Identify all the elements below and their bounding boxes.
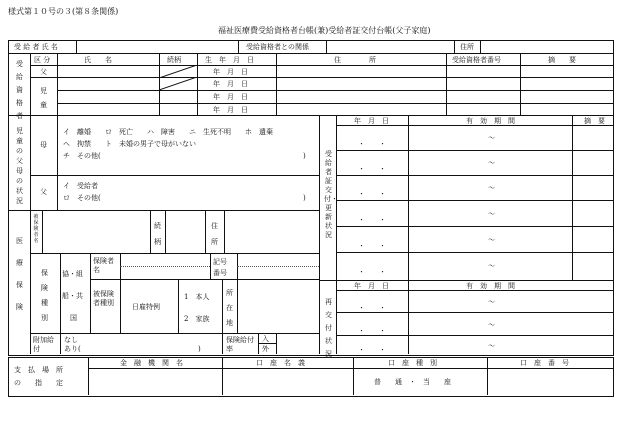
insured-relation-label: 続柄: [154, 222, 161, 246]
account-name-label: 口 座 名 義: [256, 359, 305, 367]
issue-date-dots: ・ ・: [358, 216, 386, 224]
col-kubun: 区 分: [34, 56, 51, 64]
col-number: 受給資格者番号: [452, 56, 501, 64]
insurer-name-label: 保険者名: [93, 257, 114, 274]
period-tilde: ～: [488, 262, 495, 270]
birth-date: 年 月 日: [213, 93, 248, 101]
issuance-col-period: 有 効 期 間: [466, 117, 515, 125]
col-address: 住 所: [334, 56, 376, 64]
close-paren: ): [198, 345, 201, 353]
issue-date-dots: ・ ・: [358, 242, 386, 250]
close-paren: ): [303, 152, 306, 160]
reissue-col-date: 年 月 日: [354, 282, 389, 290]
issuance-col-date: 年 月 日: [354, 117, 389, 125]
birth-date: 年 月 日: [213, 80, 248, 88]
issue-date-dots: ・ ・: [358, 140, 386, 148]
mother-reason-1: イ 離婚 ロ 死亡 ハ 障害 ニ 生死不明 ホ 遺棄: [63, 128, 273, 136]
payment-label-1: 支 払 場 所: [14, 366, 63, 374]
reissue-col-period: 有 効 期 間: [466, 282, 515, 290]
parent-status-side-label: 児童の父母の状況: [16, 127, 23, 205]
honnin-option: 1 本人: [184, 293, 210, 301]
mother-reason-2: ヘ 拘禁 ト 未婚の男子で母がいない: [63, 140, 196, 148]
kazoku-option: 2 家族: [184, 315, 210, 323]
account-type-label: 口 座 種 別: [388, 359, 437, 367]
qualified-side-label: 受給資格者: [16, 60, 23, 120]
father-label-2: 父: [40, 188, 47, 196]
mother-label: 母: [40, 141, 47, 149]
issuance-side-label: 受給者証交付・更新状況: [324, 150, 338, 239]
payment-label-2: の 指 定: [14, 379, 63, 387]
period-tilde: ～: [488, 298, 495, 306]
issue-date-dots: ・ ・: [358, 268, 386, 276]
form-number: 様式第１０号の３(第８条関係): [8, 7, 119, 16]
account-number-label: 口 座 番 号: [520, 359, 569, 367]
issue-date-dots: ・ ・: [358, 190, 386, 198]
nyu-label: 入: [262, 335, 269, 343]
diagonal-strike: [159, 77, 197, 90]
kuni-option: 国: [70, 314, 77, 322]
col-remarks: 摘 要: [548, 56, 576, 64]
child-label: 児童: [40, 87, 47, 109]
period-tilde: ～: [488, 236, 495, 244]
father-label: 父: [40, 68, 47, 76]
symbol-label: 記号: [213, 258, 227, 266]
ari-option: あり(: [64, 345, 81, 353]
nashi-option: なし: [64, 336, 78, 344]
reissue-date-dots: ・ ・: [358, 327, 386, 335]
birth-date: 年 月 日: [213, 68, 248, 76]
birth-date: 年 月 日: [213, 106, 248, 114]
nichiyatoi-label: 日雇特例: [132, 303, 160, 311]
father-option-2: ロ その他(: [63, 194, 101, 202]
period-tilde: ～: [488, 134, 495, 142]
insurer-type-label: 被保険者種別: [93, 290, 114, 307]
location-label: 所在地: [226, 289, 233, 327]
benefit-rate-label: 保険給付率: [226, 336, 254, 353]
insurance-side-label: 医療保険: [16, 237, 23, 311]
gai-label: 外: [262, 345, 269, 353]
reissue-date-dots: ・ ・: [358, 346, 386, 354]
relation-label: 受給資格者との関係: [246, 43, 309, 51]
insured-address-label: 住所: [211, 222, 218, 246]
close-paren: ): [303, 194, 306, 202]
bank-name-label: 金 融 機 関 名: [120, 359, 183, 367]
insured-name-label: 被保険者名: [33, 214, 39, 244]
symbol-number-label: [213, 257, 235, 279]
fukakyufu-label: 附加給付: [33, 336, 54, 353]
funa-option: 船・共: [62, 292, 83, 300]
kyokai-option: 協・組: [62, 270, 83, 278]
issue-date-dots: ・ ・: [358, 165, 386, 173]
period-tilde: ～: [488, 184, 495, 192]
period-tilde: ～: [488, 210, 495, 218]
reissue-date-dots: ・ ・: [358, 304, 386, 312]
address-label: 住所: [460, 43, 474, 51]
col-birth: 生 年 月 日: [205, 56, 254, 64]
period-tilde: ～: [488, 321, 495, 329]
mother-reason-3: チ その他(: [63, 152, 101, 160]
period-tilde: ～: [488, 159, 495, 167]
col-name: 氏 名: [84, 56, 112, 64]
insurance-type-label: 保険種別: [41, 269, 48, 322]
issuance-col-remarks: 摘 要: [584, 117, 605, 125]
period-tilde: ～: [488, 342, 495, 350]
form-title: 福祉医療費受給資格者台帳(兼)受給者証交付台帳(父子家庭): [218, 26, 431, 35]
col-relation: 続柄: [167, 56, 181, 64]
number-label: 番号: [213, 269, 227, 277]
reissue-side-label: 再交付状況: [325, 298, 332, 358]
recipient-name-label: 受 給 者 氏 名: [14, 43, 58, 51]
account-type-options: 普 通 ・ 当 座: [374, 378, 451, 386]
father-option-1: イ 受給者: [63, 182, 98, 190]
